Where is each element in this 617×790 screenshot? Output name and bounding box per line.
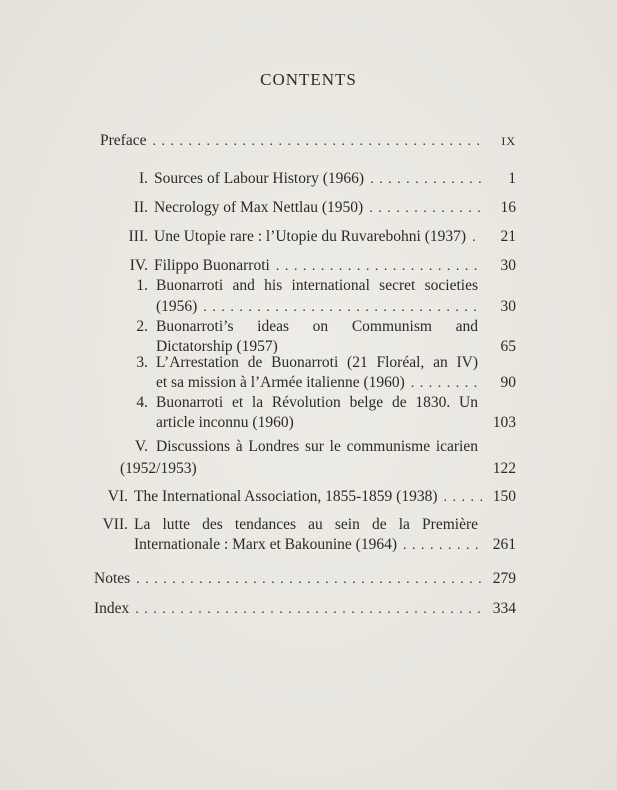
subsection-title-line1: Buonarroti and his international secret societies: [156, 277, 478, 294]
chapter-number: IV.: [129, 257, 148, 274]
chapter-title: Filippo Buonarroti: [154, 257, 270, 274]
subsection-number: 3.: [136, 354, 148, 371]
chapter-line2: [120, 458, 516, 481]
subsection-line2: [156, 412, 516, 435]
chapter-title: Une Utopie rare : l’Utopie du Ruvarebohni (1937): [154, 228, 467, 245]
toc-entry-chapter-6: [100, 486, 516, 509]
chapter-line2: [134, 534, 516, 557]
dot-leader: [472, 227, 482, 249]
subsection-number: 1.: [136, 277, 148, 294]
dot-leader: [136, 569, 482, 591]
page-number: 90: [500, 374, 516, 391]
page-number: 65: [500, 338, 516, 355]
toc-entry-chapter-3: [100, 226, 516, 249]
toc-entry-notes: [94, 568, 516, 591]
page-number: 30: [500, 257, 516, 274]
subsection-title-line1: Buonarroti et la Révolution belge de 1830. Un: [156, 394, 478, 411]
chapter-title-line1: La lutte des tendances au sein de la Première: [134, 516, 478, 533]
page-number: 30: [500, 298, 516, 315]
subsection-title-line2: (1956): [156, 298, 198, 315]
page-number: 103: [492, 414, 516, 431]
contents-heading: CONTENTS: [260, 70, 357, 89]
chapter-title-line1: Discussions à Londres sur le communisme icarien: [156, 438, 478, 455]
dot-leader: [135, 599, 482, 621]
chapter-number: VI.: [107, 488, 128, 505]
page-number: 150: [492, 488, 516, 505]
chapter-title-line2: Internationale : Marx et Bakounine (1964): [134, 536, 397, 553]
page-number: 261: [492, 536, 516, 553]
page-number: 1: [508, 170, 516, 187]
chapter-title: The International Association, 1855-1859 (1938): [134, 488, 438, 505]
page-number: 334: [492, 600, 516, 617]
chapter-number: II.: [133, 199, 148, 216]
page-number: 279: [492, 570, 516, 587]
subsection-title-line2: Dictatorship (1957): [156, 338, 278, 355]
page-number: 122: [492, 460, 516, 477]
chapter-number: I.: [138, 170, 148, 187]
toc-entry-chapter-1: [100, 168, 516, 191]
page-number: 16: [500, 199, 516, 216]
dot-leader: [403, 535, 482, 557]
chapter-number: V.: [134, 438, 148, 455]
toc-entry-chapter-2: [100, 197, 516, 220]
subsection-title-line2: article inconnu (1960): [156, 414, 294, 431]
entry-label: Preface: [100, 132, 147, 149]
subsection-title-line1: L’Arrestation de Buonarroti (21 Floréal, an IV): [156, 354, 478, 371]
entry-label: Index: [94, 600, 130, 617]
toc-entry-preface: [100, 118, 516, 153]
dot-leader: [370, 169, 482, 191]
dot-leader: [443, 487, 482, 509]
chapter-number: VII.: [102, 516, 128, 533]
subsection-title-line1: Buonarroti’s ideas on Communism and: [156, 318, 478, 335]
chapter-number: III.: [128, 228, 148, 245]
subsection-number: 4.: [136, 394, 148, 411]
dot-leader: [369, 198, 482, 220]
chapter-title: Necrology of Max Nettlau (1950): [154, 199, 364, 216]
entry-label: Notes: [94, 570, 131, 587]
dot-leader: [152, 131, 482, 153]
subsection-title-line2: et sa mission à l’Armée italienne (1960): [156, 374, 405, 391]
toc-entry-index: [94, 598, 516, 621]
subsection-number: 2.: [136, 318, 148, 335]
chapter-title: Sources of Labour History (1966): [154, 170, 365, 187]
page-number: 21: [500, 228, 516, 245]
page-number: IX: [501, 134, 516, 148]
chapter-title-line2: (1952/1953): [120, 460, 197, 477]
